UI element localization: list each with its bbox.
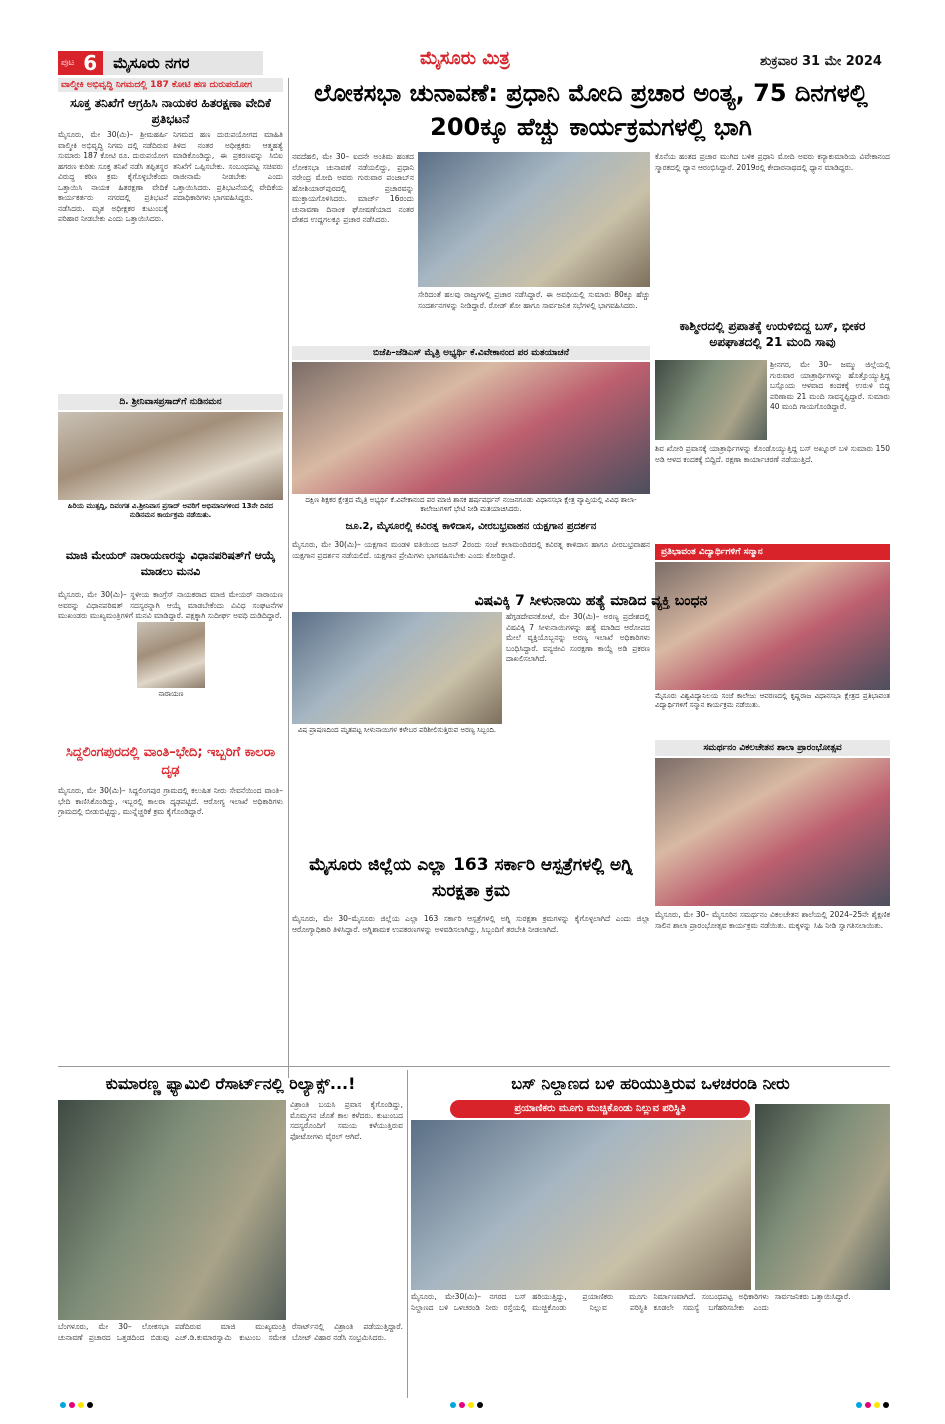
sewage-headline-block — [411, 1070, 890, 1098]
hospitals-headline-block — [292, 852, 650, 910]
yakshagana-body-block — [292, 540, 650, 588]
yakshagana-headline-block — [292, 518, 650, 538]
lead-col-1 — [292, 152, 414, 332]
resort-side-col — [290, 1100, 403, 1320]
resort-body-2: ವಿಶ್ರಾಂತಿ ಬಯಸಿ ಪ್ರವಾಸ ಕೈಗೊಂಡಿದ್ದು, ಮೊಮ್ಮಗನ ಜೊತೆ ಕಾಲ ಕಳೆದರು. ಕುಟುಂಬದ ಸದಸ್ಯರೊಂದಿಗೆ ಸಮಯ ಕಳೆಯುತ್ತಿರುವ ಫೋಟೋಗಳು ವೈರಲ್ ಆಗಿವೆ. — [290, 1100, 403, 1141]
sewage-subhead: ಪ್ರಯಾಣಿಕರು ಮೂಗು ಮುಚ್ಚಿಕೊಂಡು ನಿಲ್ಲುವ ಪರಿಸ್ಥಿತಿ — [450, 1100, 750, 1118]
registration-dots-left — [60, 1402, 93, 1408]
story-kicker: ವಾಲ್ಮೀಕಿ ಅಭಿವೃದ್ಧಿ ನಿಗಮದಲ್ಲಿ 187 ಕೋಟಿ ಹಣ ದುರುಪಯೋಗ — [58, 78, 283, 92]
lead-col-below-photo — [418, 290, 650, 332]
poison-caption: ವಿಷ ಪ್ರಾಷಣದಿಂದ ಮೃತಪಟ್ಟ ಸೀಳುನಾಯಿಗಳ ಕಳೇಬರ ಪರಿಶೀಲಿಸುತ್ತಿರುವ ಅರಣ್ಯ ಸಿಬ್ಬಂದಿ. — [297, 726, 497, 734]
registration-dots-right — [856, 1402, 889, 1408]
bus-body-1: ಶ್ರೀನಗರ, ಮೇ 30– ಜಮ್ಮು ಜಿಲ್ಲೆಯಲ್ಲಿ ಗುರುವಾರ ಯಾತ್ರಾರ್ಥಿಗಳನ್ನು ಹೊತ್ತೊಯ್ಯುತ್ತಿದ್ದ ಬಸ್ಸೊಂದು ಆಳವಾದ ಕಂದಕಕ್ಕೆ ಉರುಳಿ ಬಿದ್ದ ಪರಿಣಾಮ 21 ಮಂದಿ ಸಾವನ್ನಪ್ಪಿದ್ದಾರೆ. ಸುಮಾರು 40 ಮಂದಿ ಗಾಯಗೊಂಡಿದ್ದಾರೆ. — [770, 360, 890, 411]
bus-stop-photo — [411, 1120, 751, 1290]
narayan-photo-caption: ನಾರಾಯಣ — [158, 690, 184, 698]
masthead: ಮೈಸೂರು ಮಿತ್ರ — [420, 48, 510, 69]
lead-col-3 — [655, 152, 890, 332]
sewage-body: ಮೈಸೂರು, ಮೇ30(ಮಿ)– ನಗರದ ಬಸ್ ನಿಲ್ದಾಣದ ಬಳಿ ಒಳಚರಂಡಿ ನೀರು ರಸ್ತೆಯಲ್ಲಿ ಹರಿಯುತ್ತಿದ್ದು, ಪ್ರಯಾಣಿಕರು ಮೂಗು ಮುಚ್ಚಿಕೊಂಡು ನಿಲ್ಲುವ ಪರಿಸ್ಥಿತಿ ನಿರ್ಮಾಣವಾಗಿದೆ. ಸಂಬಂಧಪಟ್ಟ ಅಧಿಕಾರಿಗಳು ಕೂಡಲೇ ಸಮಸ್ಯೆ ಬಗೆಹರಿಸಬೇಕು ಎಂದು ಸಾರ್ವಜನಿಕರು ಒತ್ತಾಯಿಸಿದ್ದಾರೆ. — [411, 1292, 851, 1312]
narayan-photo — [137, 622, 205, 688]
bus-headline-block — [655, 318, 890, 358]
hospitals-body: ಮೈಸೂರು, ಮೇ 30–ಮೈಸೂರು ಜಿಲ್ಲೆಯ ಎಲ್ಲಾ 163 ಸರ್ಕಾರಿ ಆಸ್ಪತ್ರೆಗಳಲ್ಲಿ ಅಗ್ನಿ ಸುರಕ್ಷತಾ ಕ್ರಮಗಳನ್ನು ಕೈಗೊಳ್ಳಲಾಗಿದೆ ಎಂದು ಜಿಲ್ಲಾ ಆರೋಗ್ಯಾಧಿಕಾರಿ ತಿಳಿಸಿದ್ದಾರೆ. ಅಗ್ನಿಶಾಮಕ ಉಪಕರಣಗಳನ್ನು ಅಳವಡಿಸಲಾಗಿದ್ದು, ಸಿಬ್ಬಂದಿಗೆ ತರಬೇತಿ ನೀಡಲಾಗಿದೆ. — [292, 914, 650, 934]
sewage-photo — [755, 1104, 890, 1290]
school-photo — [655, 758, 890, 906]
narayan-body: ಮೈಸೂರು, ಮೇ 30(ಮಿ)– ಸ್ಥಳೀಯ ಕಾಂಗ್ರೆಸ್ ನಾಯಕರಾದ ಮಾಜಿ ಮೇಯರ್ ನಾರಾಯಣ ಅವರನ್ನು ವಿಧಾನಪರಿಷತ್ ಸದಸ್ಯರನ್ನಾಗಿ ಆಯ್ಕೆ ಮಾಡಬೇಕೆಂದು ವಿವಿಧ ಸಂಘಟನೆಗಳ ಮುಖಂಡರು ಮುಖ್ಯಮಂತ್ರಿಗಳಿಗೆ ಮನವಿ ಮಾಡಿದ್ದಾರೆ. ಪಕ್ಷಕ್ಕಾಗಿ ಸುದೀರ್ಘ ಅವಧಿ ದುಡಿದಿದ್ದಾರೆ. — [58, 590, 283, 620]
narayan-headline: ಮಾಜಿ ಮೇಯರ್ ನಾರಾಯಣರನ್ನು ವಿಧಾನಪರಿಷತ್‌ಗೆ ಆಯ್ಕೆ ಮಾಡಲು ಮನವಿ — [65, 549, 276, 578]
resort-body-block — [58, 1322, 403, 1398]
story-headline: ಸೂಕ್ತ ತನಿಖೆಗೆ ಆಗ್ರಹಿಸಿ ನಾಯಕರ ಹಿತರಕ್ಷಣಾ ವೇದಿಕೆ ಪ್ರತಿಭಟನೆ — [70, 96, 271, 126]
page-header — [0, 0, 945, 80]
students-caption: ಮೈಸೂರು ವಿಶ್ವವಿದ್ಯಾನಿಲಯ ಸಂಜೆ ಕಾಲೇಜು ಆವರಣದಲ್ಲಿ ಕೃಷ್ಣರಾಜ ವಿಧಾನಸಭಾ ಕ್ಷೇತ್ರದ ಪ್ರತಿಭಾವಂತ ವಿದ್ಯಾರ್ಥಿಗಳಿಗೆ ಸನ್ಮಾನ ಕಾರ್ಯಕ್ರಮ ನಡೆಯಿತು. — [655, 692, 890, 709]
poison-body-block — [506, 612, 650, 746]
siddalinga-body-block — [58, 786, 283, 1066]
siddalinga-body: ಮೈಸೂರು, ಮೇ 30(ಮಿ)– ಸಿದ್ದಲಿಂಗಪುರ ಗ್ರಾಮದಲ್ಲಿ ಕಲುಷಿತ ನೀರು ಸೇವನೆಯಿಂದ ವಾಂತಿ–ಭೇದಿ ಕಾಣಿಸಿಕೊಂಡಿದ್ದು, ಇಬ್ಬರಲ್ಲಿ ಕಾಲರಾ ದೃಢಪಟ್ಟಿದೆ. ಆರೋಗ್ಯ ಇಲಾಖೆ ಅಧಿಕಾರಿಗಳು ಗ್ರಾಮದಲ್ಲಿ ಬೀಡುಬಿಟ್ಟಿದ್ದು, ಮುನ್ನೆಚ್ಚರಿಕೆ ಕ್ರಮ ಕೈಗೊಂಡಿದ್ದಾರೆ. — [58, 786, 283, 816]
lead-body-3: ಕೊನೆಯ ಹಂತದ ಪ್ರಚಾರ ಮುಗಿದ ಬಳಿಕ ಪ್ರಧಾನಿ ಮೋದಿ ಅವರು ಕನ್ಯಾಕುಮಾರಿಯ ವಿವೇಕಾನಂದ ಸ್ಮಾರಕದಲ್ಲಿ ಧ್ಯಾನ ಆರಂಭಿಸಿದ್ದಾರೆ. 2019ರಲ್ಲಿ ಕೇದಾರನಾಥದಲ್ಲಿ ಧ್ಯಾನ ಮಾಡಿದ್ದರು. — [655, 152, 890, 172]
school-body: ಮೈಸೂರು, ಮೇ 30– ಮೈಸೂರಿನ ಸಮರ್ಥನಂ ವಿಕಲಚೇತನ ಶಾಲೆಯಲ್ಲಿ 2024–25ನೇ ಶೈಕ್ಷಣಿಕ ಸಾಲಿನ ಶಾಲಾ ಪ್ರಾರಂಭೋತ್ಸವ ಕಾರ್ಯಕ್ರಮ ನಡೆಯಿತು. ಮಕ್ಕಳನ್ನು ಸಿಹಿ ನೀಡಿ ಸ್ವಾಗತಿಸಲಾಯಿತು. — [655, 910, 890, 930]
resort-headline: ಕುಮಾರಣ್ಣ ಫ್ಯಾಮಿಲಿ ರೆಸಾರ್ಟ್‌ನಲ್ಲಿ ರಿಲ್ಯಾಕ್ಸ್...! — [105, 1074, 356, 1093]
page-badge — [58, 51, 263, 75]
left-top-story — [58, 78, 283, 378]
bjp-group-photo — [292, 362, 650, 494]
siddalinga-headline-block — [58, 744, 283, 784]
poison-headline-block — [292, 590, 890, 612]
photo-caption: ಹಿರಿಯ ಮುತ್ಸದ್ದಿ, ದಿವಂಗತ ವಿ.ಶ್ರೀನಿವಾಸ ಪ್ರಸಾದ್ ಅವರಿಗೆ ಅಭಿಮಾನಿಗಳಿಂದ 13ನೇ ದಿನದ ನುಡಿನಮನ ಕಾರ್ಯಕ್ರಮ ನಡೆಯಿತು. — [67, 502, 274, 519]
students-photo — [655, 562, 890, 690]
bus-body-2: ಶಿವ ಖೋರಿ ಪ್ರವಾಸಕ್ಕೆ ಯಾತ್ರಾರ್ಥಿಗಳನ್ನು ಕೊಂಡೊಯ್ಯುತ್ತಿದ್ದ ಬಸ್ ಅಖ್ನೂರ್ ಬಳಿ ಸುಮಾರು 150 ಅಡಿ ಆಳದ ಕಂದಕಕ್ಕೆ ಬಿದ್ದಿದೆ. ರಕ್ಷಣಾ ಕಾರ್ಯಾಚರಣೆ ನಡೆಯುತ್ತಿದೆ. — [655, 444, 890, 464]
issue-date: ಶುಕ್ರವಾರ 31 ಮೇ 2024 — [760, 54, 882, 69]
bus-col-1 — [770, 360, 890, 442]
sewage-headline: ಬಸ್ ನಿಲ್ದಾಣದ ಬಳಿ ಹರಿಯುತ್ತಿರುವ ಒಳಚರಂಡಿ ನೀರು — [511, 1074, 790, 1093]
photo-title: ದಿ. ಶ್ರೀನಿವಾಸಪ್ರಸಾದ್‌ಗೆ ನುಡಿನಮನ — [58, 394, 283, 410]
section-name: ಮೈಸೂರು ನಗರ — [103, 51, 263, 75]
students-title: ಪ್ರತಿಭಾವಂತ ವಿದ್ಯಾರ್ಥಿಗಳಿಗೆ ಸನ್ಮಾನ — [655, 544, 890, 560]
bus-photo — [655, 360, 767, 440]
hospitals-headline: ಮೈಸೂರು ಜಿಲ್ಲೆಯ ಎಲ್ಲಾ 163 ಸರ್ಕಾರಿ ಆಸ್ಪತ್ರೆಗಳಲ್ಲಿ ಅಗ್ನಿ ಸುರಕ್ಷತಾ ಕ್ರಮ — [309, 855, 633, 901]
lead-body-2: ಸೇರಿದಂತೆ ಹಲವು ರಾಜ್ಯಗಳಲ್ಲಿ ಪ್ರಚಾರ ನಡೆಸಿದ್ದಾರೆ. ಈ ಅವಧಿಯಲ್ಲಿ ಸುಮಾರು 80ಕ್ಕೂ ಹೆಚ್ಚು ಸಂದರ್ಶನಗಳನ್ನು ನೀಡಿದ್ದಾರೆ. ರೋಡ್ ಶೋ ಹಾಗೂ ಸಾರ್ವಜನಿಕ ಸಭೆಗಳಲ್ಲಿ ಭಾಗವಹಿಸಿದರು. — [418, 290, 650, 310]
siddalinga-headline: ಸಿದ್ದಲಿಂಗಪುರದಲ್ಲಿ ವಾಂತಿ–ಭೇದಿ; ಇಬ್ಬರಿಗೆ ಕಾಲರಾ ದೃಢ — [65, 745, 276, 778]
yakshagana-body: ಮೈಸೂರು, ಮೇ 30(ಮಿ)– ಯಕ್ಷಗಾನ ಮಂಡಳಿ ವತಿಯಿಂದ ಜೂನ್ 2ರಂದು ಸಂಜೆ ಕಲಾಮಂದಿರದಲ್ಲಿ ಕವಿರತ್ನ ಕಾಳಿದಾಸ ಹಾಗೂ ವೀರಬಭ್ರವಾಹನ ಯಕ್ಷಗಾನ ಪ್ರದರ್ಶನ ನಡೆಯಲಿದೆ. ಯಕ್ಷಗಾನ ಪ್ರೇಮಿಗಳು ಭಾಗವಹಿಸಬೇಕು ಎಂದು ಕೋರಿದ್ದಾರೆ. — [292, 540, 650, 560]
story-body-2: ನಿಗಮದ ಹಣ ದುರುಪಯೋಗದ ಮಾಹಿತಿ ತಿಳಿದ ನಂತರ ಅಧೀಕ್ಷಕರು ಆತ್ಮಹತ್ಯೆ ಮಾಡಿಕೊಂಡಿದ್ದು, ಈ ಪ್ರಕರಣವನ್ನು ಸಿಬಿಐ ತನಿಖೆಗೆ ಒಪ್ಪಿಸಬೇಕು. ಸಂಬಂಧಪಟ್ಟ ಸಚಿವರು ರಾಜೀನಾಮೆ ನೀಡಬೇಕು ಎಂದು ಒತ್ತಾಯಿಸಿದರು. ಪ್ರತಿಭಟನೆಯಲ್ಲಿ ವೇದಿಕೆಯ ಪದಾಧಿಕಾರಿಗಳು ಭಾಗವಹಿಸಿದ್ದರು. — [173, 130, 283, 202]
resort-boat-photo — [58, 1100, 286, 1320]
lead-headline-block — [292, 76, 890, 150]
bjp-photo-title: ಬಿಜೆಪಿ–ಜೆಡಿಎಸ್ ಮೈತ್ರಿ ಅಭ್ಯರ್ಥಿ ಕೆ.ವಿವೇಕಾನಂದ ಪರ ಮತಯಾಚನೆ — [292, 346, 650, 360]
resort-body: ಬೆಂಗಳೂರು, ಮೇ 30– ಲೋಕಸಭಾ ಚುನಾವಣೆ ಪ್ರಚಾರದ ಒತ್ತಡದಿಂದ ಬಿಡುವು ಪಡೆದಿರುವ ಮಾಜಿ ಮುಖ್ಯಮಂತ್ರಿ ಎಚ್.ಡಿ.ಕುಮಾರಸ್ವಾಮಿ ಕುಟುಂಬ ಸಮೇತ ರೆಸಾರ್ಟ್‌ನಲ್ಲಿ ವಿಶ್ರಾಂತಿ ಪಡೆಯುತ್ತಿದ್ದಾರೆ. ಬೋಟ್ ವಿಹಾರ ನಡೆಸಿ ಸಂಭ್ರಮಿಸಿದರು. — [58, 1322, 403, 1342]
school-body-block — [655, 910, 890, 1060]
modi-photo — [418, 152, 650, 287]
hospitals-body-block — [292, 914, 650, 1064]
poison-headline: ವಿಷವಿಕ್ಕಿ 7 ಸೀಳುನಾಯಿ ಹತ್ಯೆ ಮಾಡಿದ ವ್ಯಕ್ತಿ ಬಂಧನ — [474, 593, 708, 609]
bus-col-2 — [655, 444, 890, 538]
lead-body-1: ನವದೆಹಲಿ, ಮೇ 30– ಐದನೇ ಅಂತಿಮ ಹಂತದ ಲೋಕಸಭಾ ಚುನಾವಣೆ ನಡೆಯಲಿದ್ದು, ಪ್ರಧಾನಿ ನರೇಂದ್ರ ಮೋದಿ ಅವರು ಗುರುವಾರ ಪಂಜಾಬ್‌ನ ಹೋಶಿಯಾರ್‌ಪುರದಲ್ಲಿ ಪ್ರಚಾರವನ್ನು ಮುಕ್ತಾಯಗೊಳಿಸಿದರು. ಮಾರ್ಚ್ 16ರಂದು ಚುನಾವಣಾ ದಿನಾಂಕ ಘೋಷಣೆಯಾದ ನಂತರ ದೇಶದ ಉದ್ದಗಲಕ್ಕೂ ಪ್ರಚಾರ ನಡೆಸಿದರು. — [292, 152, 414, 224]
yakshagana-headline: ಜೂ.2, ಮೈಸೂರಲ್ಲಿ ಕವಿರತ್ನ ಕಾಳಿದಾಸ, ವೀರಬಭ್ರವಾಹನ ಯಕ್ಷಗಾನ ಪ್ರದರ್ಶನ — [345, 521, 597, 532]
resort-headline-block — [58, 1070, 403, 1098]
page-number: 6 — [77, 51, 103, 75]
sewage-body-block — [411, 1292, 890, 1398]
lead-headline: ಲೋಕಸಭಾ ಚುನಾವಣೆ: ಪ್ರಧಾನಿ ಮೋದಿ ಪ್ರಚಾರ ಅಂತ್ಯ, 75 ದಿನಗಳಲ್ಲಿ 200ಕ್ಕೂ ಹೆಚ್ಚು ಕಾರ್ಯಕ್ರಮಗಳಲ್ಲಿ ಭಾಗಿ — [314, 79, 868, 141]
narayan-headline-block — [58, 548, 283, 588]
tribute-photo — [58, 412, 283, 500]
bjp-photo-caption: ದಕ್ಷಿಣ ಶಿಕ್ಷಕರ ಕ್ಷೇತ್ರದ ಮೈತ್ರಿ ಅಭ್ಯರ್ಥಿ ಕೆ.ವಿವೇಕಾನಂದ ಪರ ಮಾಜಿ ಶಾಸಕ ಹರ್ಷವರ್ಧನ್ ನಂಜನಗೂಡು ವಿಧಾನಸಭಾ ಕ್ಷೇತ್ರ ವ್ಯಾಪ್ತಿಯಲ್ಲಿ ವಿವಿಧ ಶಾಲಾ-ಕಾಲೇಜುಗಳಿಗೆ ಭೇಟಿ ನೀಡಿ ಮತಯಾಚಿಸಿದರು. — [305, 496, 637, 513]
registration-dots-center — [450, 1402, 483, 1408]
poison-photo — [292, 612, 502, 724]
story-body: ಮೈಸೂರು, ಮೇ 30(ಮಿ)– ಶ್ರೀಮಹರ್ಷಿ ವಾಲ್ಮೀಕಿ ಅಭಿವೃದ್ಧಿ ನಿಗಮ ದಲ್ಲಿ ನಡೆದಿರುವ ಸುಮಾರು 187 ಕೋಟಿ ರೂ. ದುರುಪಯೋಗ ಹಗರಣ ಕುರಿತು ಸೂಕ್ತ ತನಿಖೆ ನಡೆಸಿ ತಪ್ಪಿತಸ್ಥರ ವಿರುದ್ಧ ಕಠಿಣ ಕ್ರಮ ಕೈಗೊಳ್ಳಬೇಕೆಂದು ಒತ್ತಾಯಿಸಿ ನಾಯಕ ಹಿತರಕ್ಷಣಾ ವೇದಿಕೆ ಕಾರ್ಯಕರ್ತರು ನಗರದಲ್ಲಿ ಪ್ರತಿಭಟನೆ ನಡೆಸಿದರು. ಮೃತ ಅಧೀಕ್ಷಕರ ಕುಟುಂಬಕ್ಕೆ ಪರಿಹಾರ ನೀಡಬೇಕು ಎಂದು ಒತ್ತಾಯಿಸಿದರು. — [58, 130, 168, 223]
school-title: ಸಮರ್ಥನಂ ವಿಕಲಚೇತನ ಶಾಲಾ ಪ್ರಾರಂಭೋತ್ಸವ — [655, 740, 890, 756]
bus-headline: ಕಾಶ್ಮೀರದಲ್ಲಿ ಪ್ರಪಾತಕ್ಕೆ ಉರುಳಿಬಿದ್ದ ಬಸ್, ಭೀಕರ ಅಪಘಾತದಲ್ಲಿ 21 ಮಂದಿ ಸಾವು — [679, 319, 866, 349]
page-tag: ಪುಟ — [58, 51, 77, 75]
poison-body: ಹೆಗ್ಗಡದೇವನಕೋಟೆ, ಮೇ 30(ಮಿ)– ಅರಣ್ಯ ಪ್ರದೇಶದಲ್ಲಿ ವಿಷವಿಕ್ಕಿ 7 ಸೀಳುನಾಯಿಗಳನ್ನು ಹತ್ಯೆ ಮಾಡಿದ ಆರೋಪದ ಮೇಲೆ ವ್ಯಕ್ತಿಯೊಬ್ಬನನ್ನು ಅರಣ್ಯ ಇಲಾಖೆ ಅಧಿಕಾರಿಗಳು ಬಂಧಿಸಿದ್ದಾರೆ. ವನ್ಯಜೀವಿ ಸಂರಕ್ಷಣಾ ಕಾಯ್ದೆ ಅಡಿ ಪ್ರಕರಣ ದಾಖಲಿಸಲಾಗಿದೆ. — [506, 612, 650, 663]
